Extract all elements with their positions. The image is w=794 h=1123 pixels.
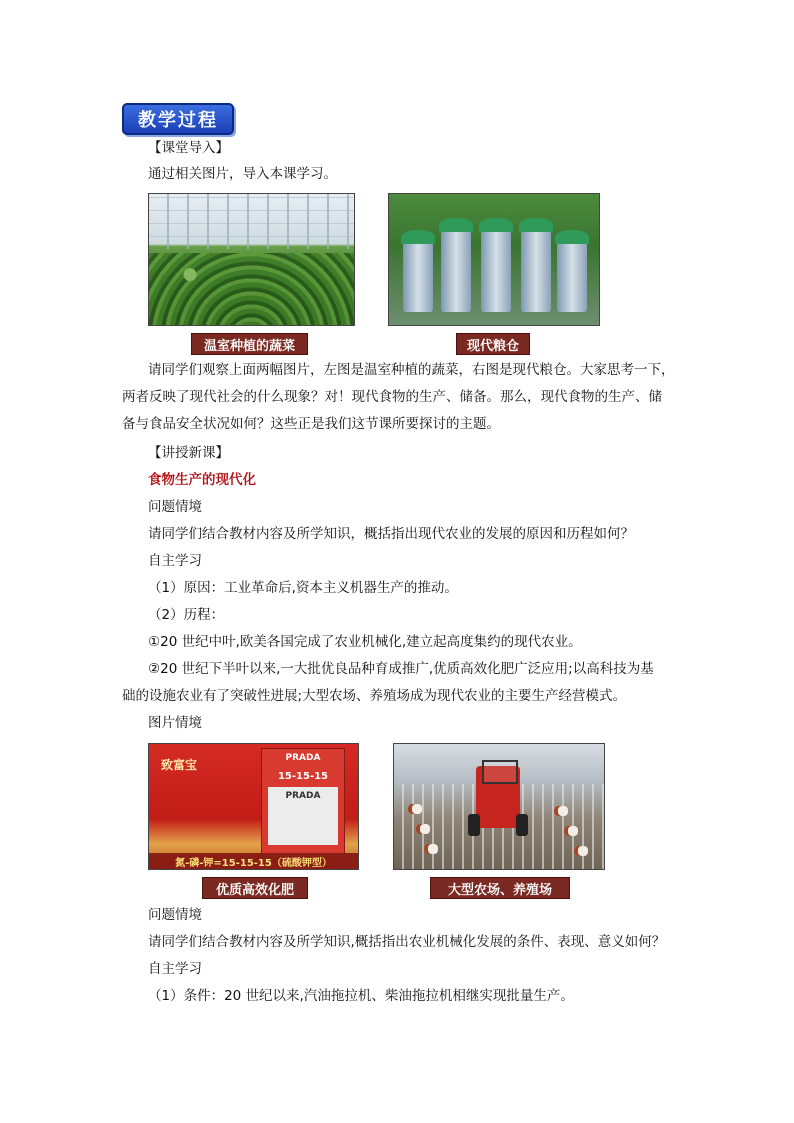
modern-granary-image: [388, 193, 600, 326]
caption-fertilizer: 优质高效化肥: [202, 877, 308, 899]
question-1: 请同学们结合教材内容及所学知识，概括指出现代农业的发展的原因和历程如何？: [148, 526, 634, 542]
lesson-subtitle: 食物生产的现代化: [148, 472, 256, 488]
question-2: 请同学们结合教材内容及所学知识,概括指出农业机械化发展的条件、表现、意义如何？: [148, 934, 666, 950]
caption-granary: 现代粮仓: [456, 333, 530, 355]
greenhouse-vegetables-image: [148, 193, 355, 326]
tractor: [476, 766, 520, 828]
intro-text: 通过相关图片，导入本课学习。: [148, 166, 337, 182]
item-condition: （1）条件：20 世纪以来,汽油拖拉机、柴油拖拉机相继实现批量生产。: [148, 988, 574, 1004]
section-header-intro: 【课堂导入】: [148, 140, 229, 156]
fertilizer-brand: 致富宝: [161, 758, 198, 772]
label-self-study-2: 自主学习: [148, 961, 202, 977]
caption-farm: 大型农场、养殖场: [430, 877, 570, 899]
fertilizer-image: [148, 743, 359, 870]
item-process-2-line2: 础的设施农业有了突破性进展;大型农场、养殖场成为现代农业的主要生产经营模式。: [122, 688, 627, 704]
item-process: （2）历程：: [148, 607, 225, 623]
fertilizer-formula-strip: 氮-磷-钾=15-15-15（硫酸钾型）: [149, 853, 358, 869]
paragraph-discussion: 请同学们观察上面两幅图片，左图是温室种植的蔬菜，右图是现代粮仓。大家思考一下， 两者反映了现代社会的什么现象？对！现代食物的生产、储备。那么，现代食物的生产、储 备与食品安全状况如何？这些正是我们这节课所要探讨的主题。: [122, 362, 675, 432]
label-problem-situation-2: 问题情境: [148, 907, 202, 923]
item-cause: （1）原因：工业革命后,资本主义机器生产的推动。: [148, 580, 458, 596]
fertilizer-bag: PRADA 15-15-15 PRADA: [261, 748, 345, 855]
large-farm-image: [393, 743, 605, 870]
item-process-1: ①20 世纪中叶,欧美各国完成了农业机械化,建立起高度集约的现代农业。: [148, 634, 582, 650]
caption-greenhouse: 温室种植的蔬菜: [191, 333, 308, 355]
label-picture-situation: 图片情境: [148, 715, 202, 731]
item-process-2-line1: ②20 世纪下半叶以来,一大批优良品种育成推广,优质高效化肥广泛应用;以高科技为基: [148, 661, 654, 677]
label-problem-situation: 问题情境: [148, 499, 202, 515]
section-banner: 教学过程: [122, 103, 234, 135]
label-self-study: 自主学习: [148, 553, 202, 569]
section-header-new-lesson: 【讲授新课】: [148, 445, 229, 461]
